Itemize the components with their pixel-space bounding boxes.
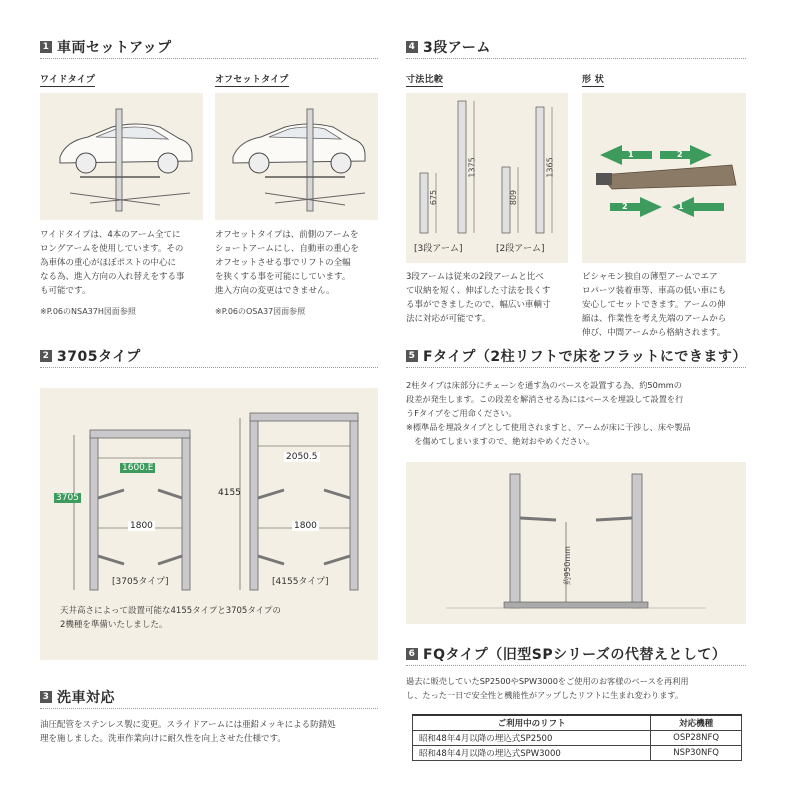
fq-compat-table [412,714,742,761]
table-header-cell: ご利用中のリフト [413,715,651,731]
dim-inner-3705: 1600.E [122,463,154,473]
arrow-top-2-label: 2 [677,150,683,159]
type-3705-panel [40,388,378,660]
offset-type-label: オフセットタイプ [215,75,289,85]
caption-4155: [4155タイプ] [272,577,329,587]
section-number: 2 [40,350,52,362]
section-title-text: FQタイプ（旧型SPシリーズの代替えとして） [423,647,727,663]
caption-2-stage-arm: [2段アーム] [496,244,545,254]
section-rule [406,665,746,666]
type-3705-description: 天井高さによって設置可能な4155タイプと3705タイプの 2機種を準備いたしました。 [60,606,281,630]
offset-type-illustration [215,93,378,220]
wide-type-illustration [40,93,203,220]
section-rule [406,58,746,59]
arm-shape-description: ビシャモン独自の薄型アームでエア ロパーツ装着車等、車高の低い車にも 安心してセットできます。アームの伸 縮は、作業性を考え先端のアームから 伸び、中間アームから格納されます。 [582,272,727,338]
table-cell: NSP30NFQ [651,746,742,761]
size-compare-label: 寸法比較 [406,75,444,85]
wash-description: 油圧配管をステンレス製に変更。スライドアームには亜鉛メッキによる防錆処 理を施しました。洗車作業向けに耐久性を向上させた仕様です。 [40,720,336,744]
caption-3705: [3705タイプ] [112,577,169,587]
fq-description: 過去に販売していたSP2500やSPW3000をご使用のお客様のベースを再利用 し、たった一日で安全性と機能性がアップしたリフトに生まれ変わります。 [406,676,689,700]
section-4-title [406,37,491,57]
table-cell: 昭和48年4月以降の埋込式SP2500 [413,731,651,746]
section-title-text: 車両セットアップ [57,40,172,56]
wide-type-note: ※P.06のNSA37H図面参照 [40,307,136,316]
table-header-row [413,715,742,731]
section-number: 6 [406,648,418,660]
section-1-title [40,37,172,57]
section-rule [40,58,378,59]
section-3-title [40,687,115,707]
arm-compare-panel [406,93,568,263]
section-number: 3 [40,691,52,703]
table-cell: 昭和48年4月以降の埋込式SPW3000 [413,746,651,761]
arm-extension-diagram [582,93,746,263]
wide-type-description: ワイドタイプは、4本のアーム全てに ロングアームを使用しています。その 為車体の重心がほぼポストの中心に なる為、進入方向の入れ替えをする事 も可能です。 [40,230,185,296]
section-rule [40,367,378,368]
section-rule [406,367,746,368]
offset-type-note: ※P.06のOSA37図面参照 [215,307,306,316]
ftype-lift-diagram [406,462,746,624]
arm-compare-description: 3段アームは従来の2段アームと比べ て収納を短く、伸ばした寸法を長くす る事ができましたので、幅広い車輌寸 法に対応が可能です。 [406,272,551,324]
dim-width-3705: 1800 [130,521,153,531]
ftype-panel [406,462,746,624]
section-number: 4 [406,41,418,53]
dim-inner-4155: 2050.5 [286,452,318,462]
section-number: 5 [406,350,418,362]
arm-shape-panel [582,93,746,263]
table-row [413,731,742,746]
offset-type-description: オフセットタイプは、前側のアームを ショートアームにし、自動車の重心を オフセットさせる事でリフトの全幅 を狭くする事を可能にしています。 進入方向の変更はできません。 [215,230,359,296]
arm-size-compare-diagram [406,93,568,263]
section-5-title [406,346,747,366]
section-title-text: 洗車対応 [57,690,115,706]
section-number: 1 [40,41,52,53]
car-on-lift-icon [215,93,378,220]
dim-a2-long: 1365 [545,157,555,178]
dim-width-4155: 1800 [294,521,317,531]
table-header-cell: 対応機種 [651,715,742,731]
ftype-dim-950: 約950mm [562,546,572,585]
ftype-description: 2柱タイプは床部分にチェーンを通す為のベースを設置する為、約50mmの 段差が発生します。この段差を解消させる為にはベースを埋設して設置を行 うFタイプをご用命ください。 ※標準品を埋設タイプとして使用されますと、アームが床に干渉し、床や製品 を傷めてしまいますので、絶対おやめください。 [406,380,691,446]
dim-height-4155: 4155 [218,488,241,498]
car-on-lift-icon [40,93,203,220]
section-title-text: Fタイプ（2柱リフトで床をフラットにできます） [423,349,747,365]
arrow-top-1-label: 1 [628,150,634,159]
section-rule [40,708,378,709]
section-2-title [40,346,141,366]
dim-a3-long: 1375 [467,157,477,178]
section-title-text: 3705タイプ [57,349,141,365]
dim-a2-short: 809 [509,189,519,206]
table-cell: OSP28NFQ [651,731,742,746]
caption-3-stage-arm: [3段アーム] [414,244,463,254]
arrow-bottom-2-label: 2 [622,202,628,211]
wide-type-label: ワイドタイプ [40,75,96,85]
dim-a3-short: 675 [429,189,439,206]
arrow-bottom-1-label: 1 [678,202,684,211]
section-6-title [406,644,726,664]
dim-height-3705: 3705 [56,493,79,503]
table-row [413,746,742,761]
shape-label: 形 状 [582,75,605,85]
section-title-text: 3段アーム [423,40,491,56]
